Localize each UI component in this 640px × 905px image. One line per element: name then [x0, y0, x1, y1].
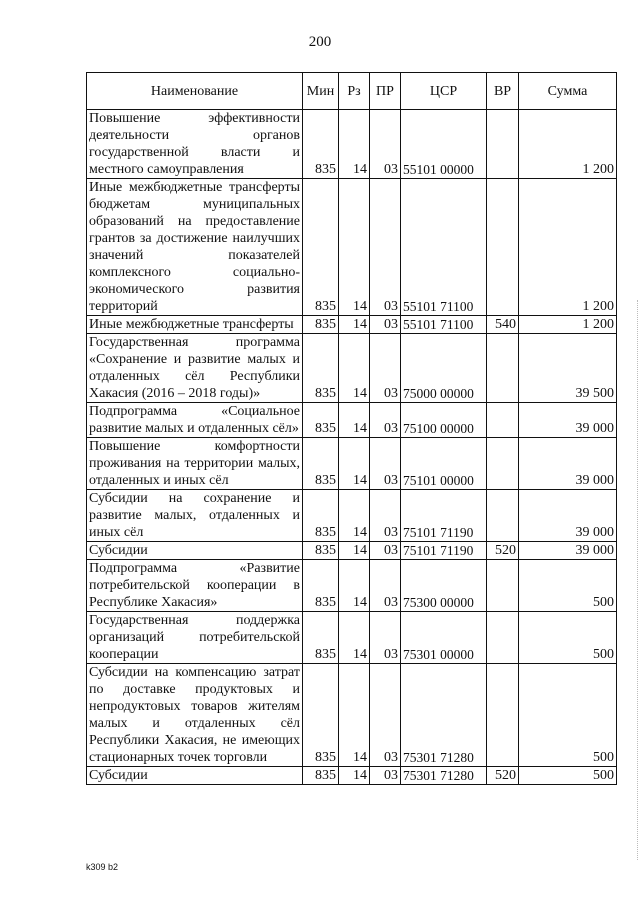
row-min: 835 — [303, 110, 339, 179]
row-min: 835 — [303, 438, 339, 490]
row-sum: 39 000 — [519, 542, 617, 560]
row-csr: 55101 00000 — [401, 110, 487, 179]
row-pr: 03 — [370, 560, 401, 612]
row-vr: 520 — [487, 767, 519, 785]
row-sum: 500 — [519, 560, 617, 612]
row-min: 835 — [303, 403, 339, 438]
header-csr: ЦСР — [401, 73, 487, 110]
row-vr — [487, 664, 519, 767]
row-pr: 03 — [370, 542, 401, 560]
row-name: Государственная программа «Сохранение и развитие малых и отдаленных сёл Республики Хакасия (2016 – 2018 годы)» — [87, 334, 303, 403]
table-row — [87, 438, 617, 490]
row-min: 835 — [303, 612, 339, 664]
row-pr: 03 — [370, 334, 401, 403]
row-min: 835 — [303, 664, 339, 767]
table-row — [87, 542, 617, 560]
table-row — [87, 490, 617, 542]
row-name: Субсидии на компенсацию затрат по доставке продуктовых и непродуктовых товаров жителям малых и отдаленных сёл Республики Хакасия, не имеющих стационарных точек торговли — [87, 664, 303, 767]
row-pr: 03 — [370, 612, 401, 664]
table-row — [87, 316, 617, 334]
row-min: 835 — [303, 179, 339, 316]
header-vr: ВР — [487, 73, 519, 110]
row-csr: 75101 71190 — [401, 490, 487, 542]
row-vr: 540 — [487, 316, 519, 334]
row-name: Повышение комфортности проживания на территории малых, отдаленных и иных сёл — [87, 438, 303, 490]
row-sum: 500 — [519, 767, 617, 785]
row-csr: 75301 71280 — [401, 767, 487, 785]
row-pr: 03 — [370, 664, 401, 767]
row-rz: 14 — [339, 316, 370, 334]
row-min: 835 — [303, 542, 339, 560]
row-min: 835 — [303, 316, 339, 334]
row-name: Подпрограмма «Развитие потребительской кооперации в Республике Хакасия» — [87, 560, 303, 612]
row-vr: 520 — [487, 542, 519, 560]
row-vr — [487, 179, 519, 316]
row-rz: 14 — [339, 560, 370, 612]
row-rz: 14 — [339, 438, 370, 490]
row-vr — [487, 612, 519, 664]
row-vr — [487, 560, 519, 612]
row-name: Субсидии — [87, 542, 303, 560]
row-csr: 75000 00000 — [401, 334, 487, 403]
row-sum: 39 000 — [519, 438, 617, 490]
header-pr: ПР — [370, 73, 401, 110]
row-csr: 75301 00000 — [401, 612, 487, 664]
table-row — [87, 403, 617, 438]
row-rz: 14 — [339, 110, 370, 179]
row-name: Повышение эффективности деятельности органов государственной власти и местного самоуправления — [87, 110, 303, 179]
row-csr: 75101 00000 — [401, 438, 487, 490]
row-vr — [487, 334, 519, 403]
row-rz: 14 — [339, 403, 370, 438]
row-csr: 55101 71100 — [401, 179, 487, 316]
row-rz: 14 — [339, 612, 370, 664]
header-row — [87, 73, 617, 110]
page-number: 200 — [308, 34, 332, 50]
row-vr — [487, 403, 519, 438]
table-row — [87, 767, 617, 785]
row-rz: 14 — [339, 767, 370, 785]
row-csr: 75101 71190 — [401, 542, 487, 560]
table-row — [87, 110, 617, 179]
row-sum: 39 000 — [519, 403, 617, 438]
row-csr: 75301 71280 — [401, 664, 487, 767]
row-csr: 55101 71100 — [401, 316, 487, 334]
row-csr: 75100 00000 — [401, 403, 487, 438]
budget-table — [86, 72, 617, 785]
row-name: Субсидии на сохранение и развитие малых, отдаленных и иных сёл — [87, 490, 303, 542]
row-name: Государственная поддержка организаций потребительской кооперации — [87, 612, 303, 664]
row-min: 835 — [303, 767, 339, 785]
row-min: 835 — [303, 490, 339, 542]
row-sum: 500 — [519, 612, 617, 664]
row-name: Иные межбюджетные трансферты бюджетам муниципальных образований на предоставление грантов за достижение наилучших значений показателей комплексного социально-экономического развития территорий — [87, 179, 303, 316]
row-pr: 03 — [370, 767, 401, 785]
row-rz: 14 — [339, 490, 370, 542]
row-pr: 03 — [370, 316, 401, 334]
table-row — [87, 334, 617, 403]
row-min: 835 — [303, 334, 339, 403]
row-sum: 1 200 — [519, 110, 617, 179]
row-pr: 03 — [370, 438, 401, 490]
row-vr — [487, 110, 519, 179]
scan-margin-marks — [636, 300, 638, 860]
row-rz: 14 — [339, 179, 370, 316]
row-rz: 14 — [339, 664, 370, 767]
header-name: Наименование — [87, 73, 303, 110]
row-pr: 03 — [370, 403, 401, 438]
row-sum: 1 200 — [519, 179, 617, 316]
row-vr — [487, 490, 519, 542]
row-csr: 75300 00000 — [401, 560, 487, 612]
row-sum: 39 500 — [519, 334, 617, 403]
row-sum: 500 — [519, 664, 617, 767]
footer-document-code: k309 b2 — [86, 862, 119, 872]
row-pr: 03 — [370, 110, 401, 179]
row-vr — [487, 438, 519, 490]
row-rz: 14 — [339, 542, 370, 560]
table-row — [87, 612, 617, 664]
row-sum: 1 200 — [519, 316, 617, 334]
row-pr: 03 — [370, 179, 401, 316]
header-sum: Сумма — [519, 73, 617, 110]
row-name: Субсидии — [87, 767, 303, 785]
row-rz: 14 — [339, 334, 370, 403]
table-row — [87, 560, 617, 612]
row-pr: 03 — [370, 490, 401, 542]
table-row — [87, 179, 617, 316]
row-name: Подпрограмма «Социальное развитие малых и отдаленных сёл» — [87, 403, 303, 438]
table-row — [87, 664, 617, 767]
header-min: Мин — [303, 73, 339, 110]
row-sum: 39 000 — [519, 490, 617, 542]
row-min: 835 — [303, 560, 339, 612]
row-name: Иные межбюджетные трансферты — [87, 316, 303, 334]
header-rz: Рз — [339, 73, 370, 110]
